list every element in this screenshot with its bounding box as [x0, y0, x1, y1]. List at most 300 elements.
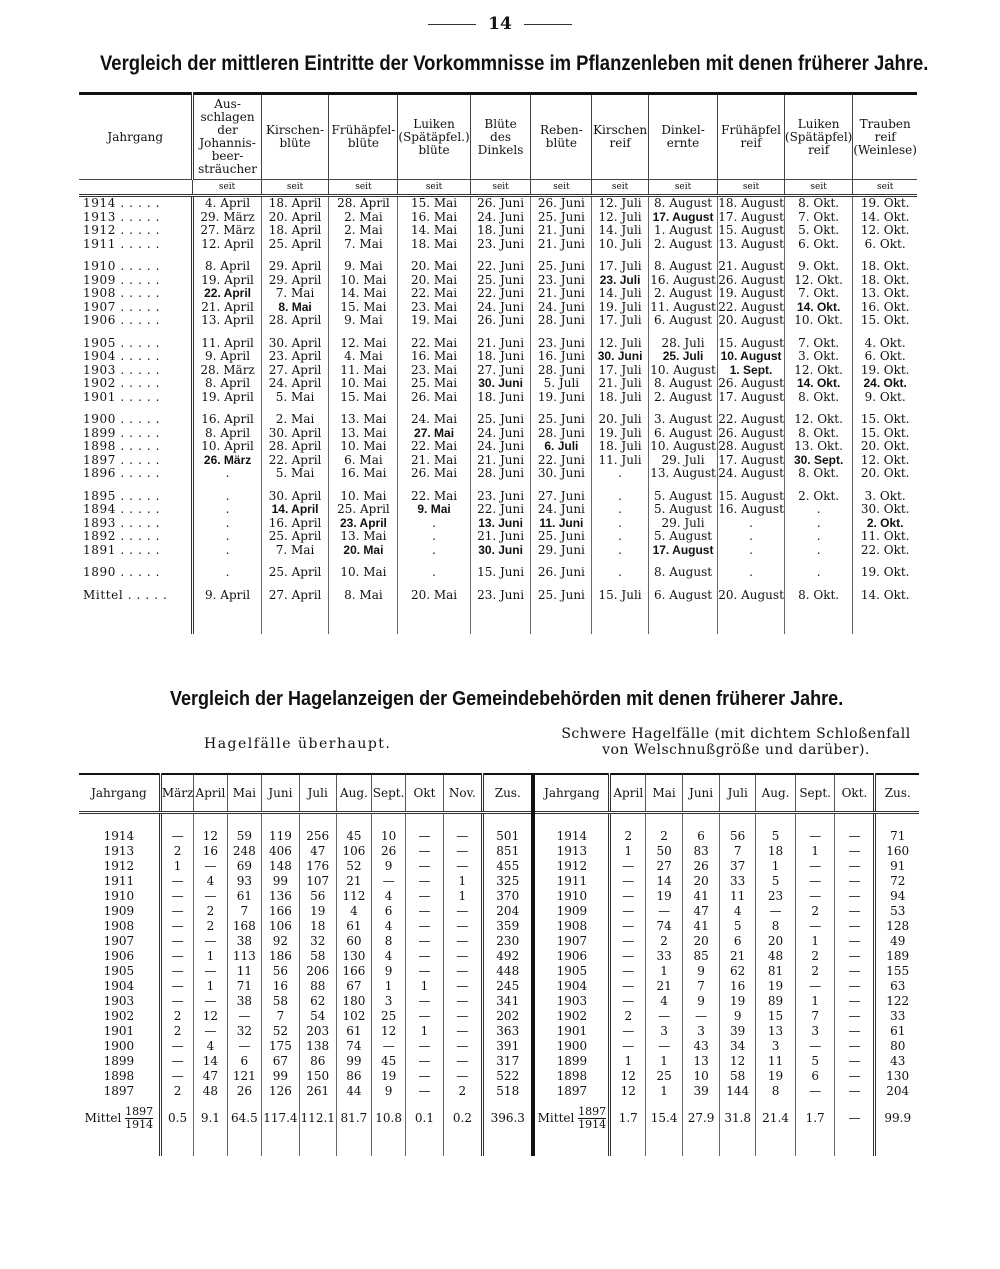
- count-cell: 12: [371, 1023, 405, 1038]
- count-cell: 1: [646, 1053, 683, 1068]
- count-cell: 341: [483, 993, 534, 1008]
- count-cell: 47: [683, 903, 720, 918]
- date-cell: .: [718, 530, 785, 544]
- date-cell: .: [784, 530, 852, 544]
- count-cell: —: [443, 1053, 483, 1068]
- date-cell: 25. Juni: [531, 211, 592, 225]
- date-cell: 5. August: [648, 530, 717, 544]
- date-cell: 29. Juni: [531, 544, 592, 558]
- table-row: [79, 490, 917, 504]
- count-cell: 88: [299, 978, 336, 993]
- date-cell: 22. Mai: [398, 440, 470, 454]
- date-cell: 24. Juni: [470, 211, 531, 225]
- count-cell: 9: [683, 963, 720, 978]
- count-cell: —: [610, 903, 646, 918]
- count-cell: —: [610, 1038, 646, 1053]
- table-row: [79, 503, 917, 517]
- date-cell: 22. Okt.: [853, 544, 917, 558]
- gap-cell: [483, 813, 534, 829]
- count-cell: 9: [371, 963, 405, 978]
- gap-cell: [336, 813, 371, 829]
- count-cell: 5: [756, 828, 796, 843]
- year-label: 1904: [103, 978, 135, 993]
- date-cell: 22. August: [718, 299, 784, 314]
- year-label: 1912: [533, 858, 610, 873]
- count-cell: 61: [336, 1023, 371, 1038]
- date-cell: 10. April: [193, 440, 261, 454]
- count-cell: 406: [262, 843, 299, 858]
- gap-cell: [160, 1138, 194, 1156]
- column-header: Blüte des Dinkels: [470, 94, 531, 180]
- count-cell: 2: [160, 1008, 194, 1023]
- date-cell: .: [784, 517, 852, 531]
- date-cell: 24. April: [261, 377, 329, 391]
- date-cell: 25. Juli: [648, 350, 717, 364]
- date-cell: 27. Juni: [470, 364, 531, 378]
- seit-label: seit: [853, 180, 917, 196]
- date-cell: 26. März: [193, 454, 261, 468]
- mean-cell: 81.7: [336, 1098, 371, 1138]
- seit-spacer: [79, 180, 193, 196]
- date-cell: 17. August: [718, 209, 784, 224]
- table-row: [79, 337, 917, 351]
- date-cell: 28. Juni: [531, 427, 592, 441]
- count-cell: —: [835, 978, 875, 993]
- table-row: [79, 948, 919, 963]
- count-cell: —: [194, 933, 227, 948]
- count-cell: —: [406, 948, 443, 963]
- table-row: [79, 301, 917, 315]
- count-cell: 501: [483, 828, 534, 843]
- date-cell: 28. Juni: [531, 314, 592, 328]
- gap-cell: [227, 1138, 262, 1156]
- count-cell: 4: [371, 888, 405, 903]
- count-cell: 94: [875, 888, 919, 903]
- year-label: 1904 . . . . .: [83, 349, 161, 364]
- date-cell: .: [193, 517, 261, 531]
- count-cell: 455: [483, 858, 534, 873]
- count-cell: —: [160, 1068, 194, 1083]
- mean-cell: 1.7: [610, 1098, 646, 1138]
- date-cell: 13. April: [193, 314, 261, 328]
- count-cell: 14: [646, 873, 683, 888]
- count-cell: 186: [262, 948, 299, 963]
- table1-title: Vergleich der mittleren Eintritte der Vorkommnisse im Pflanzenleben mit denen früherer Jahre.: [100, 52, 929, 75]
- count-cell: 248: [227, 843, 262, 858]
- gap-cell: [262, 1138, 299, 1156]
- count-cell: 21: [646, 978, 683, 993]
- date-cell: 18. Juli: [592, 440, 649, 454]
- date-cell: 16. April: [193, 413, 261, 427]
- date-cell: 13. August: [650, 466, 716, 481]
- count-cell: 19: [371, 1068, 405, 1083]
- count-cell: 12: [720, 1053, 756, 1068]
- year-label: 1899 . . . . .: [83, 425, 161, 440]
- date-cell: 2. Mai: [261, 413, 329, 427]
- count-cell: 8: [371, 933, 405, 948]
- count-cell: 62: [299, 993, 336, 1008]
- date-cell: 27. April: [261, 589, 329, 603]
- count-cell: 1: [160, 858, 194, 873]
- year-label: 1901 . . . . .: [83, 389, 161, 404]
- table-row: [79, 224, 917, 238]
- count-cell: 1: [406, 1023, 443, 1038]
- date-cell: 10. Mai: [329, 566, 398, 580]
- year-label: 1907: [533, 933, 610, 948]
- date-cell: 10. Mai: [329, 274, 398, 288]
- date-cell: 26. Mai: [398, 467, 470, 481]
- date-cell: 13. August: [718, 236, 784, 251]
- count-cell: 8: [756, 1083, 796, 1098]
- count-cell: 92: [262, 933, 299, 948]
- count-cell: —: [443, 843, 483, 858]
- count-cell: 150: [299, 1068, 336, 1083]
- count-cell: —: [406, 888, 443, 903]
- month-header: Zus.: [875, 774, 919, 813]
- mittel-label: [79, 1098, 160, 1138]
- count-cell: —: [835, 963, 875, 978]
- count-cell: —: [194, 993, 227, 1008]
- gap-cell: [336, 1138, 371, 1156]
- count-cell: 19: [756, 978, 796, 993]
- header-jahrgang: Jahrgang: [79, 774, 160, 813]
- date-cell: 16. Mai: [329, 467, 398, 481]
- date-cell: 17. Juli: [592, 314, 649, 328]
- gap-cell: [262, 813, 299, 829]
- gap-cell: [875, 813, 919, 829]
- date-cell: 15. Juni: [470, 566, 531, 580]
- date-cell: 17. Juli: [592, 364, 649, 378]
- count-cell: 7: [227, 903, 262, 918]
- date-cell: 2. Mai: [329, 224, 398, 238]
- date-cell: 7. Mai: [261, 544, 329, 558]
- date-cell: .: [592, 544, 649, 558]
- count-cell: 1: [795, 933, 835, 948]
- count-cell: 33: [720, 873, 756, 888]
- date-cell: 18. Juni: [470, 391, 531, 405]
- date-cell: 12. April: [193, 238, 261, 252]
- date-cell: 29. März: [193, 211, 261, 225]
- date-cell: 5. August: [648, 490, 717, 504]
- count-cell: —: [194, 888, 227, 903]
- date-cell: 4. April: [193, 196, 261, 211]
- count-cell: —: [443, 828, 483, 843]
- count-cell: 256: [299, 828, 336, 843]
- date-cell: 16. Mai: [398, 211, 470, 225]
- date-cell: 26. Mai: [398, 391, 470, 405]
- date-cell: 29. Juli: [648, 454, 717, 468]
- count-cell: 99: [336, 1053, 371, 1068]
- count-cell: 18: [299, 918, 336, 933]
- month-header: Okt: [406, 774, 443, 813]
- count-cell: 23: [756, 888, 796, 903]
- count-cell: 7: [262, 1008, 299, 1023]
- table-row: [79, 314, 917, 328]
- gap-cell: [683, 813, 720, 829]
- date-cell: 5. August: [648, 503, 717, 517]
- count-cell: 851: [483, 843, 534, 858]
- month-header: Sept.: [371, 774, 405, 813]
- month-header: Mai: [227, 774, 262, 813]
- year-label: 1902: [533, 1008, 610, 1023]
- year-label: 1908: [533, 918, 610, 933]
- gap-cell: [443, 1138, 483, 1156]
- count-cell: 39: [720, 1023, 756, 1038]
- date-cell: .: [398, 517, 470, 531]
- date-cell: 19. Okt.: [853, 364, 917, 378]
- count-cell: —: [646, 903, 683, 918]
- date-cell: 16. August: [650, 272, 716, 287]
- count-cell: 12: [194, 1008, 227, 1023]
- date-cell: 23. April: [261, 350, 329, 364]
- mean-cell: 0.5: [160, 1098, 194, 1138]
- table-row: [79, 1083, 919, 1098]
- date-cell: 18. Okt.: [853, 260, 917, 274]
- count-cell: 1: [610, 1053, 646, 1068]
- table-row: [79, 287, 917, 301]
- count-cell: 58: [720, 1068, 756, 1083]
- date-cell: 17. August: [718, 389, 784, 404]
- date-cell: 27. Mai: [398, 427, 470, 441]
- date-cell: 25. Juni: [531, 530, 592, 544]
- count-cell: 363: [483, 1023, 534, 1038]
- date-cell: 28. Juli: [648, 337, 717, 351]
- date-cell: 14. Okt.: [853, 589, 917, 603]
- date-cell: 20. Mai: [398, 589, 470, 603]
- year-label: 1897: [103, 1083, 135, 1098]
- count-cell: 16: [262, 978, 299, 993]
- year-label: 1902: [103, 1008, 135, 1023]
- year-label: 1901: [533, 1023, 610, 1038]
- table-row: [79, 1008, 919, 1023]
- date-cell: .: [718, 517, 785, 531]
- count-cell: 148: [262, 858, 299, 873]
- table-row: [79, 1038, 919, 1053]
- count-cell: —: [835, 1068, 875, 1083]
- year-label: 1897 . . . . .: [83, 452, 161, 467]
- date-cell: 3. Okt.: [853, 490, 917, 504]
- column-header: Aus- schlagen der Johannis- beer- sträucher: [193, 94, 261, 180]
- mean-cell: 9.1: [194, 1098, 227, 1138]
- count-cell: 20: [683, 933, 720, 948]
- count-cell: 56: [262, 963, 299, 978]
- year-label: 1911 . . . . .: [83, 236, 161, 251]
- date-cell: 11. April: [193, 337, 261, 351]
- count-cell: 38: [227, 993, 262, 1008]
- count-cell: 91: [875, 858, 919, 873]
- date-cell: 12. Okt.: [784, 413, 852, 427]
- date-cell: 12. Okt.: [784, 274, 852, 288]
- gap-cell: [533, 1138, 610, 1156]
- mean-cell: 0.2: [443, 1098, 483, 1138]
- count-cell: 2: [646, 933, 683, 948]
- count-cell: 53: [875, 903, 919, 918]
- year-label: 1908: [103, 918, 135, 933]
- gap-cell: [646, 813, 683, 829]
- date-cell: 8. Mai: [329, 589, 398, 603]
- date-cell: 8. Okt.: [784, 391, 852, 405]
- date-cell: 6. Okt.: [784, 238, 852, 252]
- table-row: [79, 1023, 919, 1038]
- table-row: [79, 888, 919, 903]
- date-cell: 30. Sept.: [784, 454, 852, 468]
- date-cell: 20. August: [718, 313, 784, 328]
- date-cell: 2. August: [648, 238, 717, 252]
- date-cell: 18. Juni: [470, 224, 531, 238]
- date-cell: 22. April: [193, 287, 261, 301]
- count-cell: —: [160, 1038, 194, 1053]
- count-cell: 1: [610, 843, 646, 858]
- table-row: [79, 467, 917, 481]
- table-bottom: [79, 602, 917, 634]
- period-end: 1914: [125, 1117, 154, 1131]
- mean-cell: 64.5: [227, 1098, 262, 1138]
- date-cell: 26. Juni: [531, 196, 592, 211]
- year-label: 1903 . . . . .: [83, 362, 161, 377]
- year-label: 1910: [103, 888, 135, 903]
- count-cell: 359: [483, 918, 534, 933]
- count-cell: 26: [371, 843, 405, 858]
- date-cell: 5. Mai: [261, 467, 329, 481]
- count-cell: 99: [262, 873, 299, 888]
- month-header: Mai: [646, 774, 683, 813]
- year-label: 1914: [103, 828, 135, 843]
- count-cell: 4: [194, 1038, 227, 1053]
- count-cell: —: [610, 1023, 646, 1038]
- count-cell: 12: [194, 828, 227, 843]
- date-cell: 25. Mai: [398, 377, 470, 391]
- gap-cell: [756, 813, 796, 829]
- count-cell: —: [443, 903, 483, 918]
- date-cell: 6. Mai: [329, 454, 398, 468]
- count-cell: —: [406, 1008, 443, 1023]
- date-cell: 26. August: [718, 272, 784, 287]
- count-cell: 1: [194, 948, 227, 963]
- count-cell: 61: [875, 1023, 919, 1038]
- mean-cell: 27.9: [683, 1098, 720, 1138]
- table-row: [79, 933, 919, 948]
- year-label: 1912: [103, 858, 135, 873]
- year-label: 1890 . . . . .: [83, 565, 161, 580]
- count-cell: —: [406, 1068, 443, 1083]
- date-cell: .: [592, 530, 649, 544]
- count-cell: 155: [875, 963, 919, 978]
- date-cell: 26. August: [718, 376, 784, 391]
- date-cell: 14. Okt.: [853, 211, 917, 225]
- count-cell: 80: [875, 1038, 919, 1053]
- count-cell: 49: [875, 933, 919, 948]
- date-cell: 19. Mai: [398, 314, 470, 328]
- year-label: 1913: [533, 843, 610, 858]
- date-cell: 11. Mai: [329, 364, 398, 378]
- date-cell: 18. Mai: [398, 238, 470, 252]
- count-cell: 2: [160, 1023, 194, 1038]
- count-cell: 16: [194, 843, 227, 858]
- count-cell: 32: [227, 1023, 262, 1038]
- count-cell: 119: [262, 828, 299, 843]
- gap-cell: [646, 1138, 683, 1156]
- count-cell: —: [835, 1083, 875, 1098]
- count-cell: 203: [299, 1023, 336, 1038]
- date-cell: 9. April: [193, 589, 261, 603]
- count-cell: 1: [646, 963, 683, 978]
- date-cell: 21. Juni: [531, 287, 592, 301]
- count-cell: 9: [371, 858, 405, 873]
- count-cell: —: [406, 873, 443, 888]
- month-header: Aug.: [756, 774, 796, 813]
- date-cell: 23. Mai: [398, 301, 470, 315]
- header-jahrgang: Jahrgang: [533, 774, 610, 813]
- gap-cell: [853, 602, 917, 634]
- count-cell: 5: [756, 873, 796, 888]
- date-cell: 16. Mai: [398, 350, 470, 364]
- count-cell: 3: [371, 993, 405, 1008]
- date-cell: 26. Juni: [470, 196, 531, 211]
- date-cell: .: [718, 544, 785, 558]
- date-cell: 12. Mai: [329, 337, 398, 351]
- date-cell: 9. Mai: [398, 503, 470, 517]
- date-cell: 29. April: [261, 260, 329, 274]
- gap-cell: [610, 813, 646, 829]
- date-cell: 13. Okt.: [853, 287, 917, 301]
- date-cell: 29. Juli: [648, 517, 717, 531]
- count-cell: 175: [262, 1038, 299, 1053]
- date-cell: 21. Juni: [531, 238, 592, 252]
- count-cell: 166: [336, 963, 371, 978]
- count-cell: —: [160, 888, 194, 903]
- gap-cell: [398, 602, 470, 634]
- date-cell: .: [398, 530, 470, 544]
- count-cell: 180: [336, 993, 371, 1008]
- count-cell: 38: [227, 933, 262, 948]
- date-cell: 24. Juni: [470, 440, 531, 454]
- table-row: [79, 566, 917, 580]
- date-cell: 4. Okt.: [853, 337, 917, 351]
- table-row: [79, 963, 919, 978]
- date-cell: 19. Okt.: [853, 566, 917, 580]
- gap-cell: [160, 813, 194, 829]
- year-label: 1906: [103, 948, 135, 963]
- mittel-label: [533, 1098, 610, 1138]
- table-row: [79, 530, 917, 544]
- date-cell: 13. Okt.: [784, 440, 852, 454]
- date-cell: 14. Mai: [329, 287, 398, 301]
- table-row: [79, 843, 919, 858]
- gap-cell: [875, 1138, 919, 1156]
- count-cell: 189: [875, 948, 919, 963]
- hail-overall-subtitle: Hagelfälle überhaupt.: [204, 736, 392, 752]
- date-cell: 20. Juli: [592, 413, 649, 427]
- date-cell: 19. April: [193, 274, 261, 288]
- month-header: April: [610, 774, 646, 813]
- count-cell: 391: [483, 1038, 534, 1053]
- date-cell: 13. Mai: [329, 530, 398, 544]
- count-cell: —: [835, 903, 875, 918]
- date-cell: .: [784, 503, 852, 517]
- count-cell: 19: [299, 903, 336, 918]
- year-label: 1905 . . . . .: [83, 335, 161, 350]
- count-cell: 1: [443, 888, 483, 903]
- date-cell: 28. August: [718, 439, 784, 454]
- gap-cell: [79, 1138, 160, 1156]
- count-cell: 176: [299, 858, 336, 873]
- date-cell: 30. Juni: [470, 544, 531, 558]
- date-cell: 25. April: [329, 503, 398, 517]
- year-label: 1907: [103, 933, 135, 948]
- count-cell: —: [160, 873, 194, 888]
- date-cell: 30. Juni: [470, 377, 531, 391]
- count-cell: 41: [683, 918, 720, 933]
